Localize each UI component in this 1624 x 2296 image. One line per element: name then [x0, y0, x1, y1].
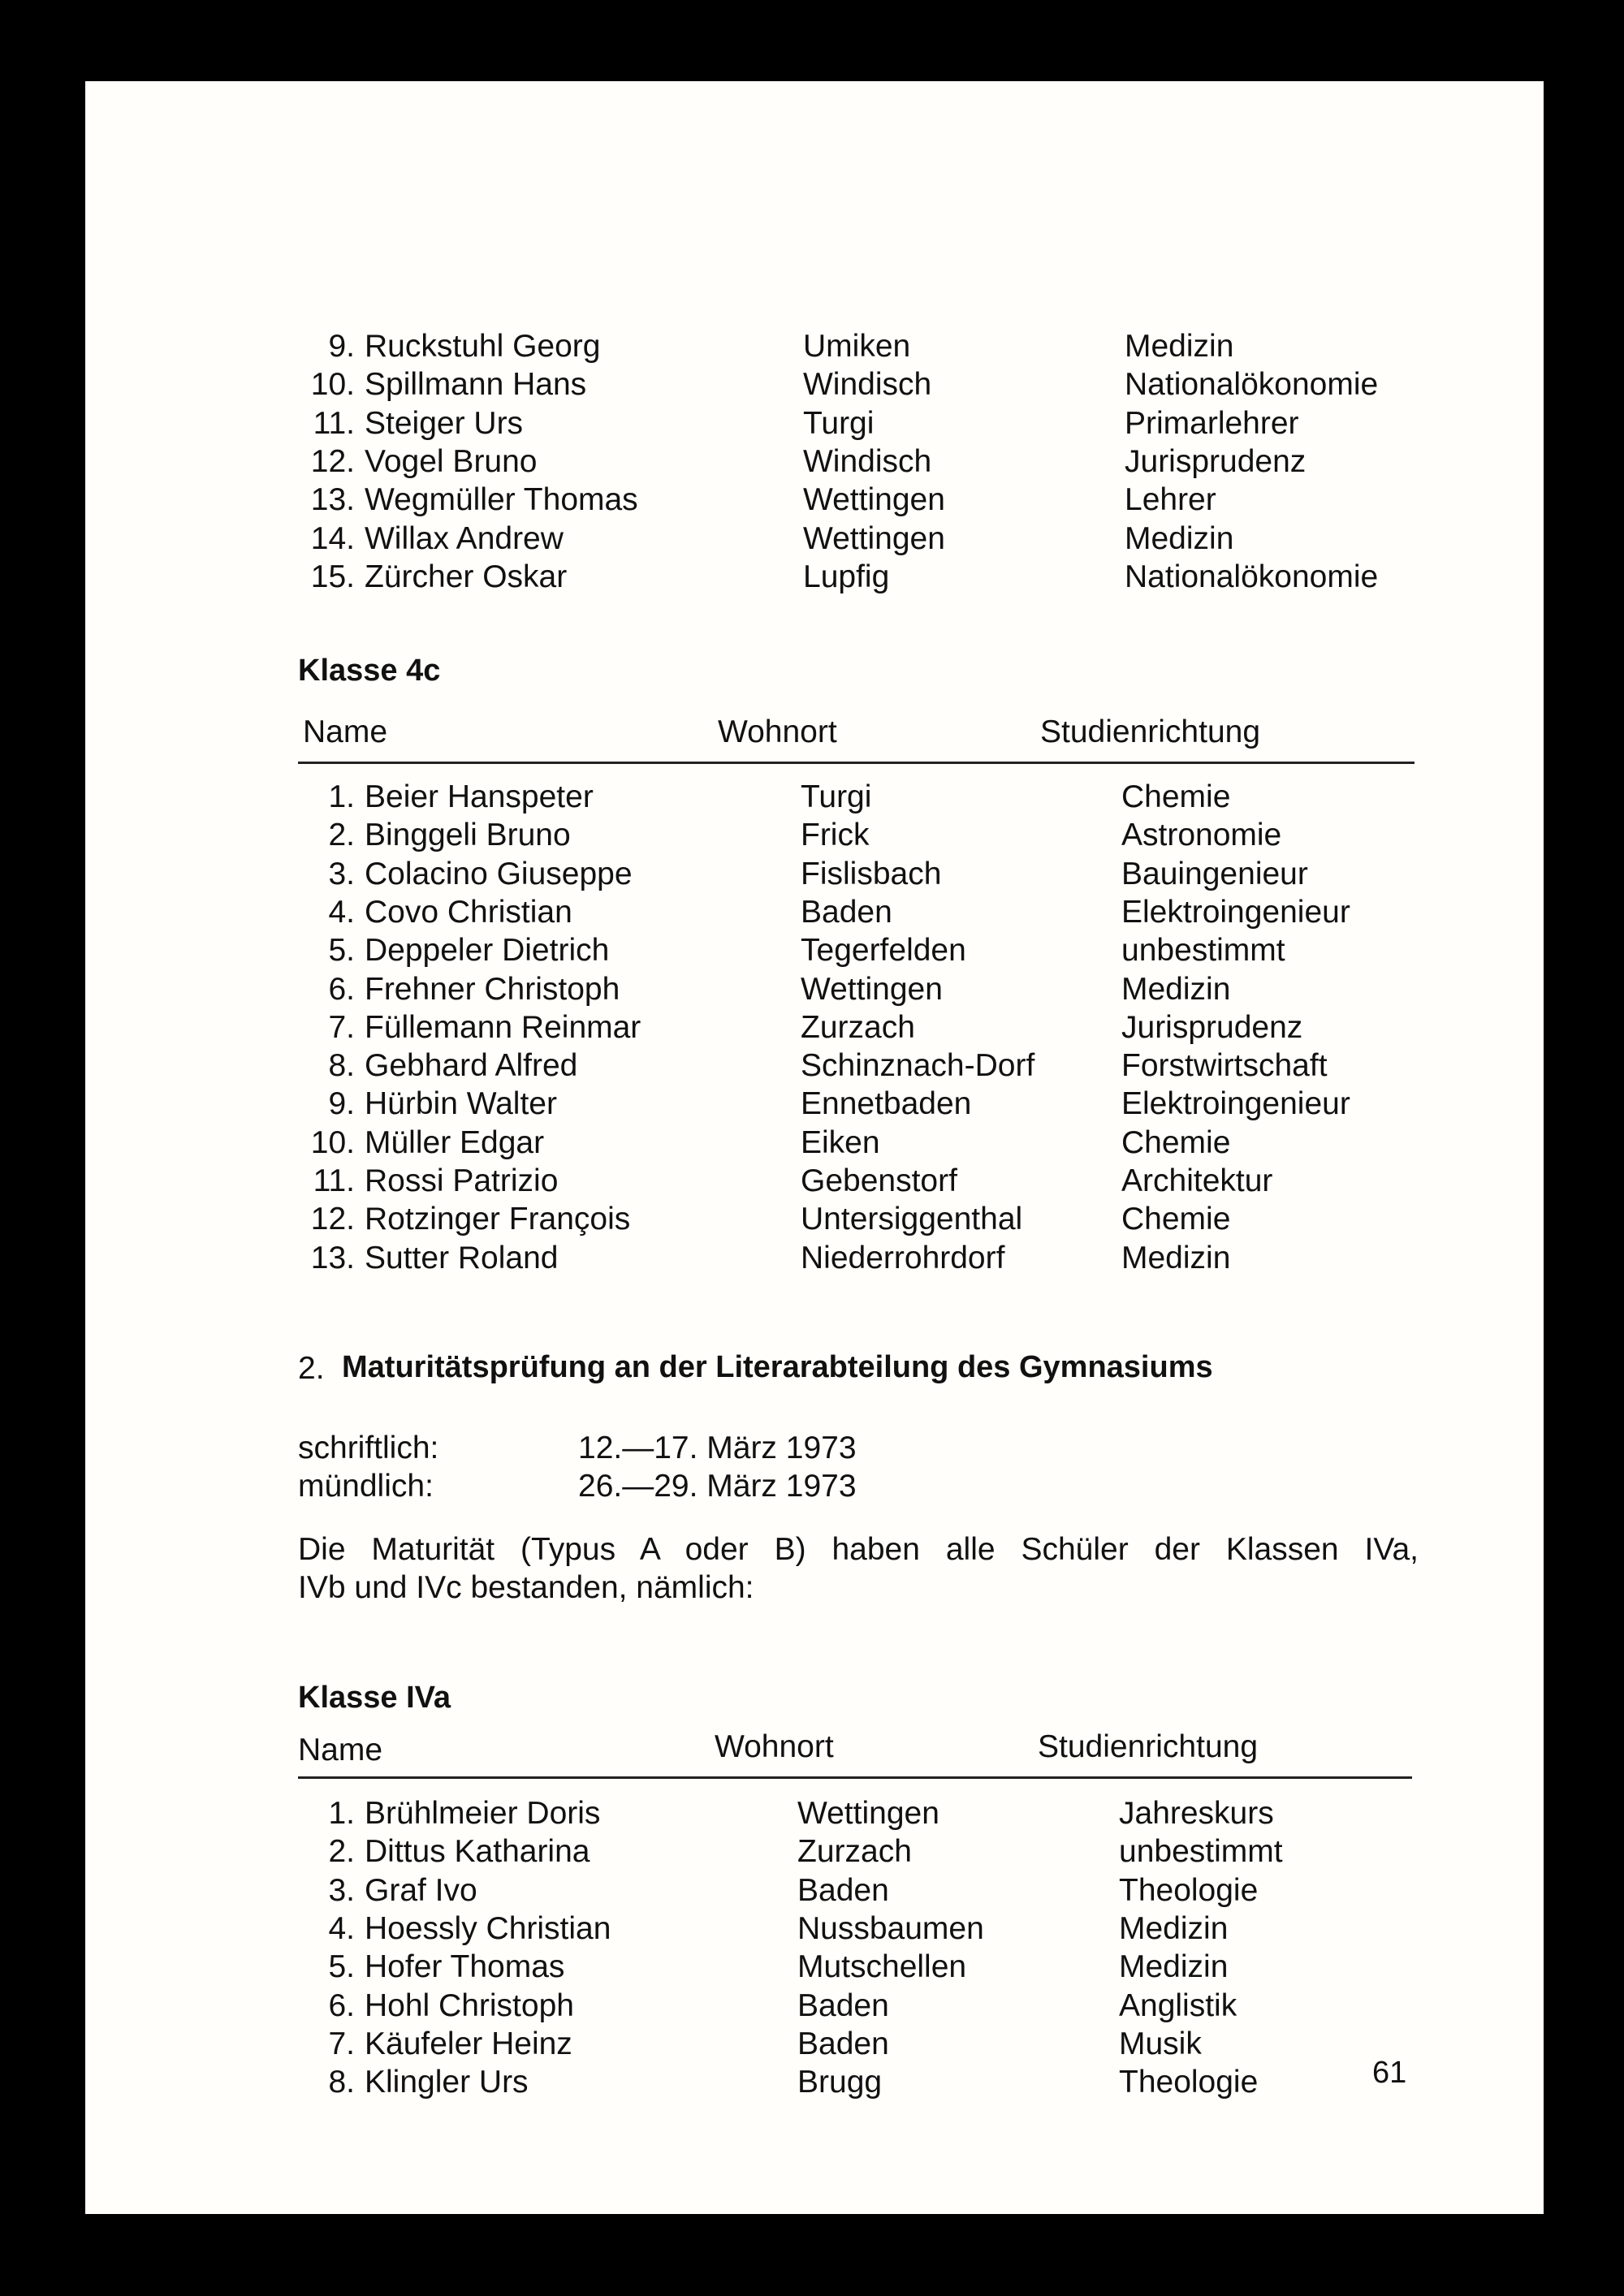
- studienrichtung: Elektroingenieur: [1121, 1086, 1350, 1122]
- column-header-wohnort: Wohnort: [715, 1729, 834, 1764]
- wohnort: Nussbaumen: [797, 1910, 984, 1946]
- studienrichtung: Medizin: [1119, 1910, 1229, 1946]
- student-name: Hoessly Christian: [365, 1910, 611, 1946]
- table-row: [298, 365, 1624, 404]
- header-rule: [298, 1776, 1412, 1779]
- table-row: [298, 931, 1624, 969]
- muendlich-label: mündlich:: [298, 1469, 434, 1504]
- table-row: [298, 558, 1624, 596]
- wohnort: Baden: [797, 2026, 889, 2061]
- class-heading-4c: Klasse 4c: [298, 654, 441, 688]
- table-row: [298, 520, 1624, 558]
- section-title: Maturitätsprüfung an der Literarabteilung des Gymnasiums: [342, 1350, 1213, 1384]
- row-number: 9.: [328, 329, 355, 364]
- column-header-wohnort: Wohnort: [718, 714, 837, 749]
- student-name: Hohl Christoph: [365, 1987, 574, 2023]
- row-number: 1.: [328, 1796, 355, 1831]
- student-name: Vogel Bruno: [365, 443, 538, 479]
- wohnort: Baden: [797, 1987, 889, 2023]
- row-number: 13.: [310, 1240, 355, 1275]
- studienrichtung: Jahreskurs: [1119, 1796, 1274, 1831]
- row-number: 2.: [328, 1834, 355, 1870]
- page-number: 61: [1372, 2056, 1407, 2090]
- row-number: 7.: [328, 1009, 355, 1045]
- table-row: [298, 1047, 1624, 1085]
- wohnort: Brugg: [797, 2065, 883, 2100]
- table-row: [298, 855, 1624, 893]
- studienrichtung: Elektroingenieur: [1121, 894, 1350, 930]
- studienrichtung: Medizin: [1119, 1949, 1229, 1985]
- row-number: 15.: [310, 559, 355, 594]
- wohnort: Windisch: [803, 443, 932, 479]
- studienrichtung: Forstwirtschaft: [1121, 1048, 1328, 1084]
- wohnort: Lupfig: [803, 559, 890, 594]
- muendlich-date: 26.—29. März 1973: [578, 1469, 857, 1504]
- row-number: 5.: [328, 933, 355, 969]
- student-name: Zürcher Oskar: [365, 559, 568, 594]
- studienrichtung: Lehrer: [1125, 482, 1216, 518]
- studienrichtung: Anglistik: [1119, 1987, 1237, 2023]
- table-row: [298, 1910, 1624, 1948]
- row-number: 4.: [328, 1910, 355, 1946]
- wohnort: Umiken: [803, 329, 911, 364]
- schriftlich-label: schriftlich:: [298, 1431, 439, 1465]
- table-row: [298, 1124, 1624, 1162]
- table-row: [298, 2063, 1624, 2101]
- table-row: [298, 2025, 1624, 2063]
- studienrichtung: Primarlehrer: [1125, 405, 1299, 441]
- studienrichtung: Chemie: [1121, 1202, 1231, 1237]
- row-number: 8.: [328, 1048, 355, 1084]
- student-name: Steiger Urs: [365, 405, 524, 441]
- row-number: 3.: [328, 856, 355, 891]
- student-name: Gebhard Alfred: [365, 1048, 578, 1084]
- wohnort: Wettingen: [797, 1796, 939, 1831]
- studienrichtung: Bauingenieur: [1121, 856, 1308, 891]
- table-row: [298, 1008, 1624, 1047]
- wohnort: Niederrohrdorf: [801, 1240, 1005, 1275]
- column-header-studienrichtung: Studienrichtung: [1038, 1729, 1259, 1764]
- wohnort: Gebenstorf: [801, 1163, 957, 1198]
- student-name: Beier Hanspeter: [365, 779, 594, 814]
- table-row: [298, 893, 1624, 931]
- studienrichtung: Jurisprudenz: [1125, 443, 1307, 479]
- student-name: Willax Andrew: [365, 520, 564, 556]
- table-row: [298, 327, 1624, 365]
- student-name: Brühlmeier Doris: [365, 1796, 601, 1831]
- student-name: Sutter Roland: [365, 1240, 559, 1275]
- studienrichtung: Medizin: [1121, 1240, 1231, 1275]
- studienrichtung: Nationalökonomie: [1125, 367, 1379, 403]
- table-row: [298, 778, 1624, 816]
- wohnort: Ennetbaden: [801, 1086, 972, 1122]
- column-header-studienrichtung: Studienrichtung: [1040, 714, 1261, 749]
- row-number: 8.: [328, 2065, 355, 2100]
- wohnort: Mutschellen: [797, 1949, 967, 1985]
- student-name: Frehner Christoph: [365, 971, 620, 1007]
- table-row: [298, 1085, 1624, 1123]
- studienrichtung: Medizin: [1125, 520, 1234, 556]
- table-row: [298, 1987, 1624, 2025]
- student-name: Dittus Katharina: [365, 1834, 590, 1870]
- table-row: [298, 1162, 1624, 1200]
- studienrichtung: Chemie: [1121, 779, 1231, 814]
- row-number: 12.: [310, 1202, 355, 1237]
- wohnort: Windisch: [803, 367, 932, 403]
- studienrichtung: Medizin: [1125, 329, 1234, 364]
- studienrichtung: Architektur: [1121, 1163, 1273, 1198]
- wohnort: Eiken: [801, 1124, 880, 1160]
- student-name: Rotzinger François: [365, 1202, 631, 1237]
- student-name: Binggeli Bruno: [365, 818, 571, 853]
- row-number: 2.: [328, 818, 355, 853]
- row-number: 3.: [328, 1872, 355, 1908]
- table-row: [298, 970, 1624, 1008]
- studienrichtung: Musik: [1119, 2026, 1202, 2061]
- row-number: 11.: [313, 1163, 355, 1198]
- wohnort: Fislisbach: [801, 856, 942, 891]
- student-name: Hofer Thomas: [365, 1949, 565, 1985]
- class-heading-IVa: Klasse IVa: [298, 1681, 451, 1715]
- student-name: Hürbin Walter: [365, 1086, 557, 1122]
- row-number: 14.: [310, 520, 355, 556]
- studienrichtung: Chemie: [1121, 1124, 1231, 1160]
- student-name: Colacino Giuseppe: [365, 856, 633, 891]
- table-row: [298, 1832, 1624, 1871]
- student-name: Käufeler Heinz: [365, 2026, 572, 2061]
- student-name: Covo Christian: [365, 894, 572, 930]
- wohnort: Turgi: [801, 779, 872, 814]
- header-rule: [298, 762, 1415, 764]
- studienrichtung: Jurisprudenz: [1121, 1009, 1303, 1045]
- wohnort: Tegerfelden: [801, 933, 966, 969]
- table-row: [298, 1239, 1624, 1277]
- row-number: 10.: [310, 1124, 355, 1160]
- student-name: Rossi Patrizio: [365, 1163, 559, 1198]
- schriftlich-date: 12.—17. März 1973: [578, 1431, 857, 1465]
- row-number: 6.: [328, 971, 355, 1007]
- table-row: [298, 481, 1624, 519]
- studienrichtung: Nationalökonomie: [1125, 559, 1379, 594]
- wohnort: Baden: [797, 1872, 889, 1908]
- table-row: [298, 1948, 1624, 1986]
- studienrichtung: Theologie: [1119, 1872, 1259, 1908]
- intro-paragraph-line2: IVb und IVc bestanden, nämlich:: [298, 1570, 754, 1605]
- studienrichtung: Medizin: [1121, 971, 1231, 1007]
- row-number: 4.: [328, 894, 355, 930]
- wohnort: Wettingen: [801, 971, 943, 1007]
- wohnort: Baden: [801, 894, 892, 930]
- student-name: Klingler Urs: [365, 2065, 529, 2100]
- row-number: 11.: [313, 405, 355, 441]
- intro-paragraph-line1: Die Maturität (Typus A oder B) haben alle Schüler der Klassen IVa,: [298, 1532, 1419, 1567]
- row-number: 12.: [310, 443, 355, 479]
- studienrichtung: unbestimmt: [1121, 933, 1285, 969]
- wohnort: Turgi: [803, 405, 875, 441]
- table-row: [298, 442, 1624, 481]
- wohnort: Zurzach: [797, 1834, 912, 1870]
- column-header-name: Name: [298, 1733, 383, 1767]
- student-name: Wegmüller Thomas: [365, 482, 638, 518]
- document-page: [85, 81, 1544, 2214]
- wohnort: Untersiggenthal: [801, 1202, 1023, 1237]
- wohnort: Zurzach: [801, 1009, 915, 1045]
- student-name: Ruckstuhl Georg: [365, 329, 601, 364]
- studienrichtung: unbestimmt: [1119, 1834, 1283, 1870]
- studienrichtung: Theologie: [1119, 2065, 1259, 2100]
- student-name: Deppeler Dietrich: [365, 933, 610, 969]
- wohnort: Schinznach-Dorf: [801, 1048, 1035, 1084]
- row-number: 1.: [328, 779, 355, 814]
- table-row: [298, 816, 1624, 854]
- table-row: [298, 404, 1624, 442]
- student-name: Spillmann Hans: [365, 367, 587, 403]
- table-row: [298, 1794, 1624, 1832]
- wohnort: Wettingen: [803, 520, 945, 556]
- row-number: 10.: [310, 367, 355, 403]
- section-number: 2.: [298, 1351, 325, 1386]
- student-name: Füllemann Reinmar: [365, 1009, 641, 1045]
- studienrichtung: Astronomie: [1121, 818, 1282, 853]
- column-header-name: Name: [303, 714, 388, 749]
- table-row: [298, 1871, 1624, 1910]
- wohnort: Wettingen: [803, 482, 945, 518]
- row-number: 6.: [328, 1987, 355, 2023]
- row-number: 9.: [328, 1086, 355, 1122]
- wohnort: Frick: [801, 818, 870, 853]
- row-number: 13.: [310, 482, 355, 518]
- row-number: 7.: [328, 2026, 355, 2061]
- student-name: Graf Ivo: [365, 1872, 477, 1908]
- row-number: 5.: [328, 1949, 355, 1985]
- student-name: Müller Edgar: [365, 1124, 545, 1160]
- table-row: [298, 1200, 1624, 1238]
